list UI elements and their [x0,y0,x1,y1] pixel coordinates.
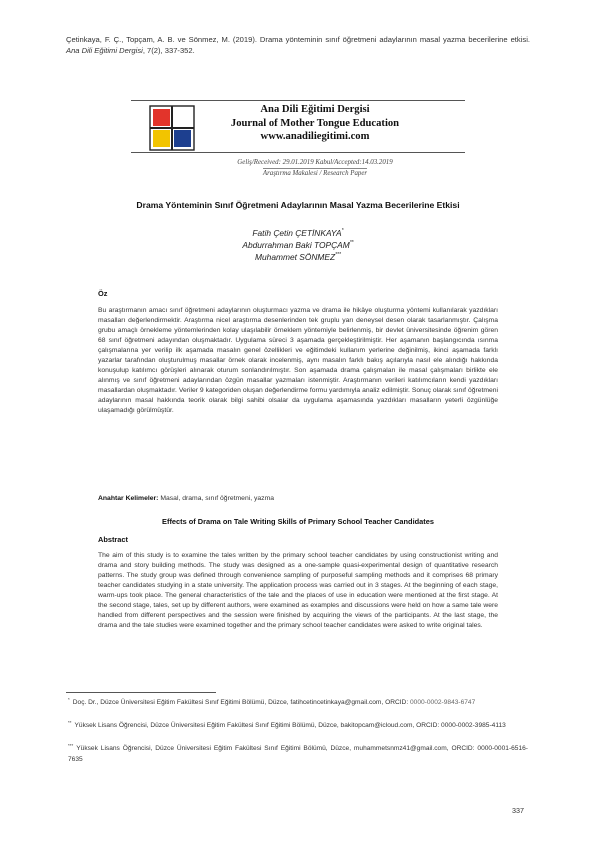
logo-red-block [153,109,170,126]
author-mark: ** [349,240,354,247]
author-name: Fatih Çetin ÇETİNKAYA [252,228,342,238]
journal-logo-icon [149,105,195,151]
keywords-label: Anahtar Kelimeler: [98,495,159,502]
citation-volume: , 7(2), 337-352. [142,46,195,55]
journal-header-rule-top [131,100,465,101]
logo-white-block [174,109,191,126]
abstract-tr-heading: Öz [98,289,108,298]
footnote-text: Doç. Dr., Düzce Üniversitesi Eğitim Fakültesi Sınıf Eğitimi Bölümü, Düzce, fatihcetincetinkaya@gmail.com, ORCID: [72,699,410,706]
footnote-mark: *** [68,742,74,748]
abstract-tr-text: Bu araştırmanın amacı sınıf öğretmeni adaylarının oluşturmacı yazma ve drama ile hikâye oluşturma yöntemi kullanılarak yazdıkları masalları değerlendirmektir. Araştırma nicel araştırma desenlerinden tek gruplu yarı deneysel desen olarak tasarlanmıştır. Çalışma grubu amaçlı örnekleme yöntemlerinden kolay ulaşılabilir örneklem yöntemiyle belirlenmiş, bir devlet üniversitesinde öğrenim gören 68 sınıf öğretmeni adayından oluşmaktadır. Uygulama süreci 3 aşamada gerçekleştirilmiştir. Her aşamanın başlangıcında ısınma çalışmalarına yer verilip ilk aşamada masalın genel özellikleri ve eğitimdeki kullanım yerlerine değinilmiş, ikinci aşamada farklı yazarlar tarafından oluşturulmuş masallar örnek olarak incelenmiş, aynı masalın farklı bakış açılarıyla nasıl ele alındığı hakkında konuşulup katılımcı görüşleri alınarak oturum sonlandırılmıştır. Son aşamada drama çalışmaları ile masal çalışmaları birlikte ele alınmış ve sınıf öğretmeni adaylarından özgün masallar yazmaları istenmiştir. Araştırmanın verileri katılımcıların kendi yazdıkları masallardan oluşmaktadır. Veriler 9 kategoriden oluşan değerlendirme formu yardımıyla analiz edilmiştir. Sonuç olarak sınıf öğretmeni adaylarının masal hakkında teorik olarak bilgi sahibi olsalar da uygulama aşamasında yazdıkları masalların yeterli özgünlüğe ulaşamadığı görülmüştür. [98,307,498,415]
received-info [222,158,408,179]
footnote-mark: ** [68,719,72,725]
received-dates: Geliş/Received: 29.01.2019 Kabul/Accepted:14.03.2019 [237,159,393,166]
author-1 [160,227,436,239]
article-type: Araştırma Makalesi / Research Paper [262,170,368,177]
footnote-orcid: 0000-0002-9843-6747 [410,699,476,706]
footnote-text: Yüksek Lisans Öğrencisi, Düzce Üniversitesi Eğitim Fakültesi Sınıf Eğitimi Bölümü, Düzce, muhammetsnmz41@gmail.com, ORCID: 0000-0001-6516-7635 [68,745,528,763]
author-2 [160,239,436,251]
logo-blue-block [174,130,191,147]
journal-header-rule-bottom [131,152,465,153]
journal-name-en: Journal of Mother Tongue Education [230,117,400,129]
journal-url[interactable]: www.anadiliegitimi.com [260,131,370,142]
footnote-mark: * [68,696,70,702]
citation-journal: Ana Dili Eğitimi Dergisi [66,46,143,55]
author-name: Abdurrahman Baki TOPÇAM [242,240,350,250]
keywords-value: Masal, drama, sınıf öğretmeni, yazma [158,495,275,502]
footnote-rule [66,692,216,693]
author-name: Muhammet SÖNMEZ [255,252,336,262]
author-3 [160,251,436,263]
footnote-1 [68,698,528,709]
author-list [160,227,436,263]
journal-name-tr: Ana Dili Eğitimi Dergisi [260,104,370,115]
article-title-en: Effects of Drama on Tale Writing Skills of Primary School Teacher Candidates [162,517,434,526]
author-mark: * [341,228,344,235]
abstract-en-heading: Abstract [98,535,128,544]
author-mark: *** [335,252,341,259]
footnote-3 [68,744,528,765]
article-title-tr: Drama Yönteminin Sınıf Öğretmeni Adaylarının Masal Yazma Becerilerine Etkisi [136,200,460,210]
keywords [98,495,498,502]
citation [66,34,530,56]
journal-masthead [222,103,408,144]
logo-yellow-block [153,130,170,147]
abstract-en-text: The aim of this study is to examine the tales written by the primary school teacher candidates by using constructionist writing and drama and story building methods. The study was designed as a one-sample quasi-experimental design of quantitative research patterns. The study group was defined through convenience sampling of purposeful sampling methods and it comprises 68 primary teacher candidates studying in a state university. The application process was carried out in 3 stages. At the beginning of each stage, warm-ups took place. The general characteristics of the tale and the places of use in education were mentioned at the first stage. At the second stage, tales, set up by different authors, were examined as examples and discussions were held on how a same tale were handled from different perspectives and the session were finished by acquiring the views of the participants. At the last stage, the drama and the tale studies were examined together and the primary school teacher candidates were asked to write original tales. [98,552,498,630]
footnote-2 [68,721,528,732]
page-number: 337 [512,806,524,815]
footnote-text: Yüksek Lisans Öğrencisi, Düzce Üniversitesi Eğitim Fakültesi Sınıf Eğitimi Bölümü, Düzce, bakitopcam@icloud.com, ORCID: 0000-0002-3985-4113 [74,722,506,729]
citation-text: Çetinkaya, F. Ç., Topçam, A. B. ve Sönmez, M. (2019). Drama yönteminin sınıf öğretmeni adaylarının masal yazma becerilerine etkisi. [66,35,530,44]
